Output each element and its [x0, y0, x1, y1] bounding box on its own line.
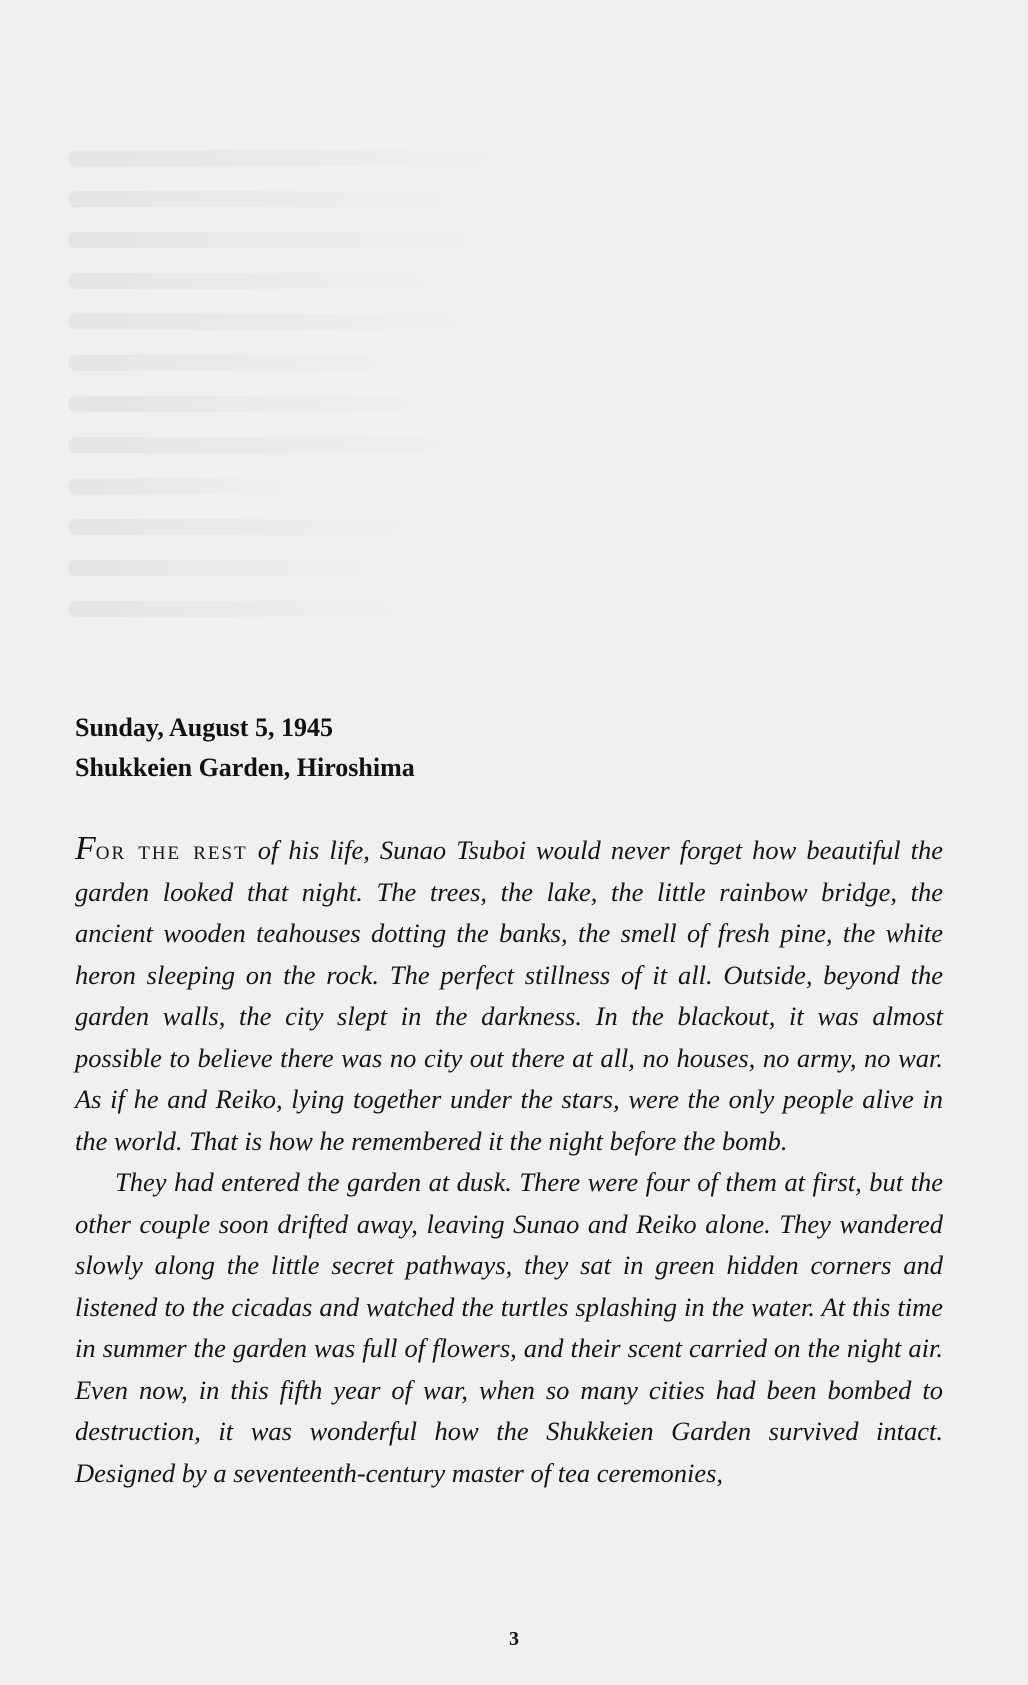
- paragraph-2: They had entered the garden at dusk. There were four of them at first, but the other couple soon drifted away, leaving Sunao and Reiko alone. They wandered slowly along the little secret pathways, they sat in green hidden corners and listened to the cicadas and watched the turtles splashing in the water. At this time in summer the garden was full of flowers, and their scent carried on the night air. Even now, in this fifth year of war, when so many cities had been bombed to destruction, it was wonderful how the Shukkeien Garden survived intact. Designed by a seventeenth-century master of tea ceremonies,: [75, 1167, 943, 1488]
- dateline-date: Sunday, August 5, 1945: [75, 713, 333, 742]
- opening-small-caps: [75, 830, 248, 867]
- chapter-dateline: [75, 708, 415, 788]
- opening-lead: or the rest: [95, 835, 248, 865]
- dateline-place: Shukkeien Garden, Hiroshima: [75, 753, 415, 782]
- opening-initial: F: [75, 830, 96, 867]
- page-number: 3: [509, 1628, 519, 1650]
- paragraph-1: [75, 828, 943, 1162]
- bleed-through-text: [68, 150, 688, 670]
- paragraph-1-text: of his life, Sunao Tsuboi would never forget how beautiful the garden looked that night. The trees, the lake, the little rainbow bridge, the ancient wooden teahouses dotting the banks, the smell of fresh pine, the white heron sleeping on the rock. The perfect stillness of it all. Outside, beyond the garden walls, the city slept in the darkness. In the blackout, it was almost possible to believe there was no city out there at all, no houses, no army, no war. As if he and Reiko, lying together under the stars, were the only people alive in the world. That is how he remembered it the night before the bomb.: [75, 835, 943, 1156]
- body-text: [75, 828, 943, 1494]
